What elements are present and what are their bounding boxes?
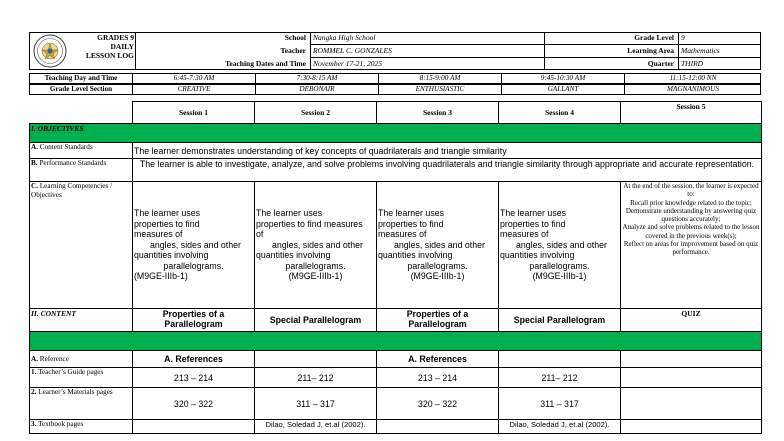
reference-letter: A.: [31, 354, 38, 363]
competency-session-4: [499, 182, 621, 309]
grade-level-value: 9: [681, 33, 685, 42]
competency-line: angles, sides and other: [272, 239, 363, 250]
grade-line-3: LESSON LOG: [85, 51, 134, 60]
performance-standards-text: The learner is able to investigate, analyze, and solve problems involving quadrilaterals and triangle similarity through appropriate and accurate representation.: [133, 159, 762, 182]
competency-line: parallelograms.: [407, 260, 468, 271]
learning-area-value: Mathematics: [681, 46, 720, 55]
competency-code: (M9GE-IIIb-1): [134, 271, 188, 282]
tg-pages-4: 211– 212: [499, 368, 621, 388]
content-topic-4: Special Parallelogram: [499, 309, 621, 332]
content-standards-letter: A.: [31, 143, 38, 151]
tb-pages-4: Dilao, Soledad J, et.al (2002).: [499, 420, 621, 434]
section-5: MAGNANIMOUS: [667, 85, 719, 93]
competency-line: angles, sides and other: [516, 239, 607, 250]
content-standards-label: Content Standards: [39, 143, 93, 151]
teaching-day-label: Teaching Day and Time: [44, 74, 118, 82]
time-slot-2: 7:30-8:15 AM: [296, 74, 338, 82]
competency-code: (M9GE-IIIb-1): [410, 271, 465, 282]
competency-line: parallelograms.: [163, 260, 224, 271]
teacher-label: Teacher: [280, 46, 306, 55]
lm-pages-3: 320 – 322: [377, 388, 499, 420]
content-heading: II. CONTENT: [30, 309, 133, 332]
tb-pages-5: [621, 420, 762, 434]
quiz-objective-line: Recall prior knowledge related to the topic;: [630, 198, 752, 207]
lm-label-cell: [30, 388, 133, 420]
competency-line: The learner uses: [134, 208, 201, 219]
tb-pages-1: [133, 420, 255, 434]
empty-cell: [499, 351, 621, 368]
teacher-value: ROMMEL C. GONZALES: [313, 46, 392, 55]
tb-label-cell: [30, 420, 133, 434]
time-slot-3: 8:15-9:00 AM: [419, 74, 461, 82]
reference-label: Reference: [39, 354, 69, 363]
competency-line: angles, sides and other: [394, 239, 485, 250]
lm-pages-2: 311 – 317: [255, 388, 377, 420]
grade-line-1: GRADES 9: [97, 33, 134, 42]
competency-line: of: [256, 229, 264, 240]
tb-label: Textbook pages: [38, 420, 84, 428]
session-3-header: Session 3: [377, 102, 499, 124]
session-header-row: [30, 102, 762, 124]
section-2: DEBONAIR: [299, 85, 335, 93]
competencies-label: Learning Competencies / Objectives: [31, 182, 113, 199]
header-row-divider: [310, 57, 761, 58]
competency-line: quantities involving: [500, 250, 575, 261]
header-row-divider: [310, 44, 761, 45]
objectives-heading: I. OBJECTIVES: [30, 124, 762, 143]
references-heading-3: A. References: [377, 351, 499, 368]
performance-label-cell: [30, 159, 133, 182]
content-standards-row: [30, 143, 762, 159]
performance-standards-row: [30, 159, 762, 182]
empty-cell: [255, 351, 377, 368]
grade-line-2: DAILY: [110, 42, 134, 51]
quiz-objective-line: At the end of the session, the learner is expected to:: [623, 182, 759, 199]
quarter-label: Quarter: [647, 59, 674, 68]
lesson-log-table: [29, 101, 762, 434]
quarter-value: THIRD: [681, 59, 704, 68]
header-divider: [135, 32, 136, 70]
time-slot-1: 6:45-7:30 AM: [173, 74, 215, 82]
competencies-letter: C.: [31, 182, 38, 190]
lm-letter: 2.: [31, 388, 37, 396]
grade-title: [72, 33, 134, 60]
competency-line: The learner uses: [378, 208, 445, 219]
lm-pages-5: [621, 388, 762, 420]
competency-session-2: [255, 182, 377, 309]
competency-line: properties to find: [500, 218, 566, 229]
performance-letter: B.: [31, 159, 38, 167]
content-row: [30, 309, 762, 332]
references-heading-1: A. References: [133, 351, 255, 368]
competency-line: The learner uses: [500, 208, 567, 219]
school-value: Nangka High School: [313, 33, 376, 42]
competencies-label-cell: [30, 182, 133, 309]
competency-line: quantities involving: [134, 250, 209, 261]
teachers-guide-row: [30, 368, 762, 388]
objectives-section-row: [30, 124, 762, 143]
content-topic-5: QUIZ: [621, 309, 762, 332]
section-4: GALLANT: [547, 85, 579, 93]
reference-label-cell: [30, 351, 133, 368]
tg-label: Teacher’s Guide pages: [38, 368, 104, 376]
session-4-header: Session 4: [499, 102, 621, 124]
performance-label: Performance Standards: [39, 159, 107, 167]
content-topic-1: Properties of a Parallelogram: [133, 309, 255, 332]
competencies-row: [30, 182, 762, 309]
competency-line: angles, sides and other: [150, 239, 241, 250]
competency-code: (M9GE-IIIb-1): [532, 271, 587, 282]
competency-line: properties to find: [378, 218, 444, 229]
session-2-header: Session 2: [255, 102, 377, 124]
competency-line: measures of: [500, 229, 549, 240]
time-slot-5: 11:15-12:00 NN: [669, 74, 717, 82]
competency-session-3: [377, 182, 499, 309]
tg-pages-1: 213 – 214: [133, 368, 255, 388]
competency-line: measures of: [134, 229, 183, 240]
competency-line: parallelograms.: [529, 260, 590, 271]
tg-letter: 1.: [31, 368, 37, 376]
time-slot-4: 9:45-10:30 AM: [540, 74, 586, 82]
content-topic-3: Properties of a Parallelogram: [377, 309, 499, 332]
competency-line: properties to find measures: [256, 218, 363, 229]
dates-value: November 17-21, 2025: [313, 59, 382, 68]
tb-pages-2: Dilao, Soledad J, et.al (2002).: [255, 420, 377, 434]
competency-line: properties to find: [134, 218, 200, 229]
content-standards-text: The learner demonstrates understanding of key concepts of quadrilaterals and triangle similarity: [133, 143, 762, 159]
quiz-objective-line: Analyze and solve problems related to the lesson covered in the previous week(s);: [622, 223, 760, 240]
resources-section-row: [30, 332, 762, 351]
tb-letter: 3.: [31, 420, 37, 428]
lm-pages-4: 311 – 317: [499, 388, 621, 420]
competency-line: quantities involving: [256, 250, 331, 261]
competency-line: quantities involving: [378, 250, 453, 261]
reference-row: [30, 351, 762, 368]
section-1: CREATIVE: [177, 85, 211, 93]
textbook-row: [30, 420, 762, 434]
learning-area-label: Learning Area: [627, 46, 674, 55]
competency-line: measures of: [378, 229, 427, 240]
lm-pages-1: 320 – 322: [133, 388, 255, 420]
empty-cell: [621, 351, 762, 368]
blank-cell: [30, 102, 133, 124]
quiz-objective-line: Demonstrate understanding by answering quiz questions accurately;: [625, 206, 757, 224]
competency-line: parallelograms.: [285, 260, 346, 271]
competency-code: (M9GE-IIIb-1): [288, 271, 343, 282]
resources-green-bar: [30, 332, 762, 351]
quiz-objectives: [621, 182, 762, 309]
tg-pages-5: [621, 368, 762, 388]
session-5-header: Session 5: [621, 102, 762, 124]
header-divider: [544, 32, 545, 70]
tg-pages-2: 211– 212: [255, 368, 377, 388]
section-3: ENTHUSIASTIC: [415, 85, 465, 93]
competency-line: The learner uses: [256, 208, 323, 219]
grade-level-label: Grade Level: [634, 33, 674, 42]
tg-pages-3: 213 – 214: [377, 368, 499, 388]
header-divider: [678, 32, 679, 70]
tg-label-cell: [30, 368, 133, 388]
learners-materials-row: [30, 388, 762, 420]
deped-seal-icon: [33, 34, 67, 68]
content-standards-label-cell: [30, 143, 133, 159]
competency-session-1: [133, 182, 255, 309]
quiz-objective-line: Reflect on areas for improvement based on quiz performance.: [623, 240, 759, 257]
dates-label: Teaching Dates and Time: [225, 59, 306, 68]
tb-pages-3: [377, 420, 499, 434]
session-1-header: Session 1: [133, 102, 255, 124]
content-topic-2: Special Parallelogram: [255, 309, 377, 332]
school-label: School: [284, 33, 306, 42]
section-label: Grade Level Section: [49, 85, 113, 93]
lm-label: Learner’s Materials pages: [38, 388, 113, 396]
header-divider: [310, 32, 311, 70]
